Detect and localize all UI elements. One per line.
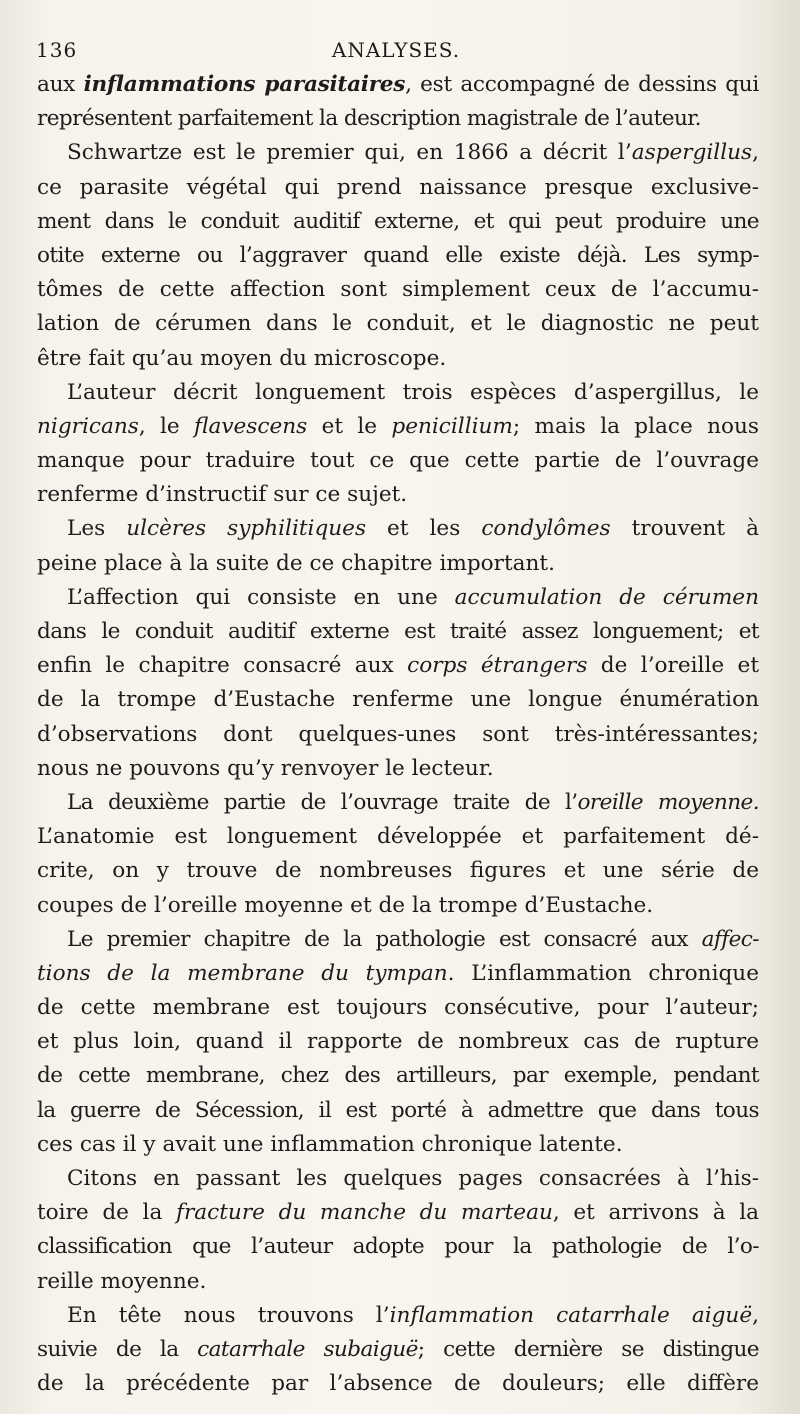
italic-text-run: oreille moyenne. xyxy=(577,789,759,815)
text-run: , le xyxy=(138,413,195,439)
text-run: En tête nous trouvons l’ xyxy=(67,1302,390,1328)
text-run: lation de cérumen dans le conduit, et le diagnostic ne peut xyxy=(37,311,759,337)
text-line xyxy=(37,342,759,376)
text-run: représentent parfaitement la description magistrale de l’auteur. xyxy=(37,106,701,132)
italic-text-run: ulcères syphilitiques xyxy=(126,516,367,542)
text-line xyxy=(37,205,759,239)
text-run: de cette membrane, chez des artilleurs, par exemple, pendant xyxy=(37,1063,759,1089)
text-line xyxy=(37,1265,759,1299)
italic-text-run: inflammation catarrhale aiguë xyxy=(389,1302,753,1328)
text-run: ; mais la place nous xyxy=(512,413,760,439)
text-run: , est accompagné de dessins qui xyxy=(405,72,759,97)
text-run: de la trompe d’Eustache renferme une longue énumération xyxy=(37,687,759,713)
text-line xyxy=(37,1128,759,1162)
text-line xyxy=(37,1162,759,1196)
text-run: aux xyxy=(37,72,84,97)
text-run: et plus loin, quand il rapporte de nombreux cas de rupture xyxy=(37,1029,759,1055)
text-run: et les xyxy=(366,516,482,542)
text-run: ces cas il y avait une inflammation chronique latente. xyxy=(37,1131,623,1157)
text-line xyxy=(37,991,759,1025)
italic-text-run: inflammations parasitaires xyxy=(83,72,406,97)
text-run: , xyxy=(752,140,759,166)
text-run: de la précédente par l’absence de douleurs; elle diffère xyxy=(37,1371,759,1397)
text-line xyxy=(37,102,759,136)
text-run: ce parasite végétal qui prend naissance presque exclusive- xyxy=(37,174,759,200)
text-line xyxy=(37,683,759,717)
italic-text-run: flavescens xyxy=(194,413,308,439)
italic-text-run: tions de la membrane du tympan xyxy=(37,960,448,986)
text-run: manque pour traduire tout ce que cette partie de l’ouvrage xyxy=(37,448,759,474)
text-line xyxy=(37,376,759,410)
text-run: Citons en passant les quelques pages consacrées à l’his- xyxy=(67,1166,759,1191)
text-run: nous ne pouvons qu’y renvoyer le lecteur. xyxy=(37,755,494,781)
text-line xyxy=(37,820,759,854)
text-line xyxy=(37,547,759,581)
italic-text-run: aspergillus xyxy=(631,140,753,166)
italic-text-run: affec- xyxy=(701,926,759,952)
running-title: ANALYSES. xyxy=(331,38,461,62)
text-line xyxy=(37,410,759,444)
text-run: tômes de cette affection sont simplement ceux de l’accumu- xyxy=(37,277,759,303)
text-line xyxy=(37,854,759,888)
italic-text-run: penicillium xyxy=(391,413,513,439)
text-run: d’observations dont quelques-unes sont très-intéressantes; xyxy=(37,721,759,747)
text-run: otite externe ou l’aggraver quand elle existe déjà. Les symp- xyxy=(37,242,759,268)
text-line xyxy=(37,68,759,102)
text-run: Le premier chapitre de la pathologie est consacré aux xyxy=(67,926,702,952)
text-run: L’affection qui consiste en une xyxy=(67,584,455,610)
text-run: coupes de l’oreille moyenne et de la trompe d’Eustache. xyxy=(37,892,654,918)
text-line xyxy=(37,1094,759,1128)
text-run: être fait qu’au moyen du microscope. xyxy=(37,345,447,371)
text-line xyxy=(37,1059,759,1093)
text-line xyxy=(37,1230,759,1264)
italic-text-run: accumulation de cérumen xyxy=(454,584,759,610)
text-line xyxy=(37,889,759,923)
text-run: la guerre de Sécession, il est porté à admettre que dans tous xyxy=(37,1097,759,1123)
text-line xyxy=(37,718,759,752)
text-run: crite, on y trouve de nombreuses figures et une série de xyxy=(37,858,759,884)
italic-text-run: condylômes xyxy=(481,516,611,542)
body-text xyxy=(37,68,759,1401)
text-line xyxy=(37,786,759,820)
text-run: , xyxy=(752,1302,759,1328)
text-run: Schwartze est le premier qui, en 1866 a décrit l’ xyxy=(67,140,632,166)
text-line xyxy=(37,1196,759,1230)
text-run: reille moyenne. xyxy=(37,1268,207,1294)
italic-text-run: fracture du manche du marteau xyxy=(175,1200,553,1226)
page-number: 136 xyxy=(36,38,78,62)
italic-text-run: catarrhale subaiguë xyxy=(197,1336,418,1362)
text-run: L’auteur décrit longuement trois espèces d’aspergillus, le xyxy=(67,379,759,405)
text-run: peine place à la suite de ce chapitre important. xyxy=(37,550,555,576)
text-line xyxy=(37,1367,759,1401)
text-line xyxy=(37,1333,759,1367)
page-header xyxy=(36,38,756,66)
text-line xyxy=(37,136,759,170)
text-run: classification que l’auteur adopte pour la pathologie de l’o- xyxy=(37,1234,759,1260)
text-run: , et arrivons à la xyxy=(552,1200,759,1226)
text-run: renferme d’instructif sur ce sujet. xyxy=(37,482,408,508)
text-line xyxy=(37,752,759,786)
text-line xyxy=(37,649,759,683)
text-run: ment dans le conduit auditif externe, et qui peut produire une xyxy=(37,208,759,234)
text-run: La deuxième partie de l’ouvrage traite de l’ xyxy=(67,789,578,815)
text-line xyxy=(37,307,759,341)
text-line xyxy=(37,239,759,273)
text-run: et le xyxy=(307,413,392,439)
italic-text-run: nigricans xyxy=(37,413,139,439)
text-run: de cette membrane est toujours consécutive, pour l’auteur; xyxy=(37,995,759,1021)
text-line xyxy=(37,444,759,478)
text-line xyxy=(37,581,759,615)
text-line xyxy=(37,171,759,205)
text-line xyxy=(37,273,759,307)
text-line xyxy=(37,1299,759,1333)
text-line xyxy=(37,923,759,957)
text-run: Les xyxy=(67,516,127,542)
text-run: suivie de la xyxy=(37,1336,198,1362)
italic-text-run: corps étrangers xyxy=(407,653,588,679)
text-run: L’anatomie est longuement développée et parfaitement dé- xyxy=(37,824,759,850)
text-run: enfin le chapitre consacré aux xyxy=(37,653,408,679)
text-line xyxy=(37,1025,759,1059)
text-line xyxy=(37,615,759,649)
text-line xyxy=(37,957,759,991)
text-run: trouvent à xyxy=(610,516,759,542)
text-run: toire de la xyxy=(37,1200,176,1226)
text-run: de l’oreille et xyxy=(587,653,759,679)
text-run: ; cette dernière se distingue xyxy=(417,1336,759,1362)
text-run: . L’inflammation chronique xyxy=(447,960,759,986)
text-run: dans le conduit auditif externe est traité assez longuement; et xyxy=(37,619,759,644)
text-line xyxy=(37,512,759,546)
text-line xyxy=(37,478,759,512)
